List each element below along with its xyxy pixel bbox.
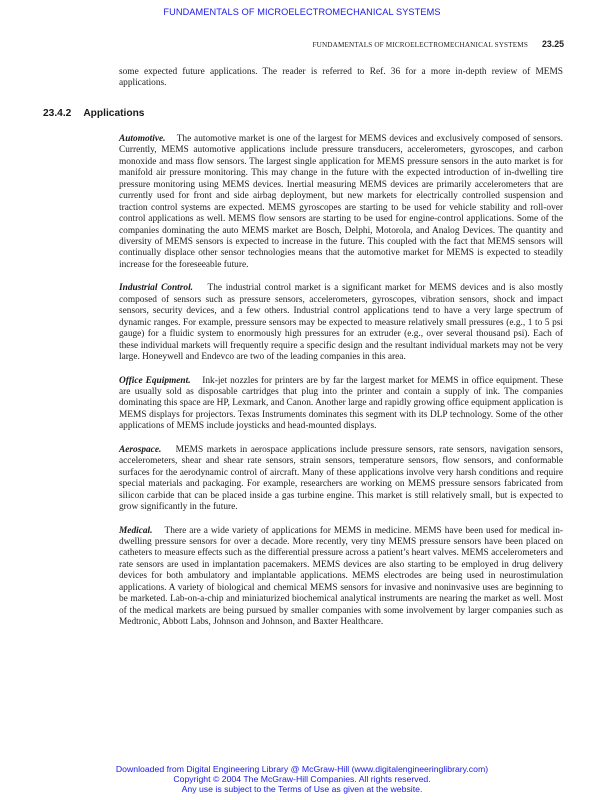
- footer-terms-of-use: Any use is subject to the Terms of Use as given at the website.: [181, 784, 423, 795]
- intro-paragraph: some expected future applications. The reader is referred to Ref. 36 for a more in-depth review of MEMS applications.: [119, 67, 563, 89]
- paragraph-label: Automotive.: [119, 133, 166, 144]
- paragraph-label: Medical.: [119, 525, 153, 536]
- top-banner: FUNDAMENTALS OF MICROELECTROMECHANICAL SYSTEMS: [163, 7, 441, 17]
- paragraph-aerospace: [119, 445, 563, 514]
- paragraph-automotive: [119, 134, 563, 271]
- paragraph-medical: [119, 526, 563, 629]
- paragraph-office-equipment: [119, 376, 563, 433]
- section-number: 23.4.2: [43, 107, 72, 119]
- section-heading: [43, 107, 563, 120]
- paragraph-label: Office Equipment.: [119, 375, 191, 386]
- page-number: 23.25: [541, 39, 564, 49]
- paragraph-label: Aerospace.: [119, 444, 162, 455]
- section-title: Applications: [83, 107, 145, 119]
- footer-copyright: Copyright © 2004 The McGraw-Hill Companies. All rights reserved.: [173, 774, 431, 785]
- paragraph-label: Industrial Control.: [119, 283, 194, 294]
- footer-notice: [0, 764, 604, 795]
- running-head-title: FUNDAMENTALS OF MICROELECTROMECHANICAL SYSTEMS: [312, 41, 528, 49]
- paragraph-text: MEMS markets in aerospace applications include pressure sensors, rate sensors, navigation sensors, accelerometers, shear and shear rate sensors, strain sensors, temperature sensors, flow sensors, and conformable surfaces for the aerodynamic control of aircraft. Many of these applications involve very harsh conditions and require special materials and packaging. For example, researchers are working on MEMS pressure sensors fabricated from silicon carbide that can be placed inside a gas turbine engine. This market is still relatively small, but is expected to grow significantly in the future.: [119, 444, 563, 513]
- page-body: [43, 67, 564, 641]
- footer-download-link[interactable]: Downloaded from Digital Engineering Library @ McGraw-Hill (www.digitalengineeringlibrary.com): [115, 764, 489, 774]
- paragraph-text: The automotive market is one of the largest for MEMS devices and exclusively composed of sensors. Currently, MEMS automotive applications include pressure transducers, accelerometers, gyroscopes, and carbon monoxide and mass flow sensors. The largest single application for MEMS pressure sensors in the auto market is for manifold air pressure monitoring. This may change in the future with the expected introduction of in-dwelling tire pressure monitoring using MEMS devices. Inertial measuring MEMS devices are primarily accelerometers that are currently used for front and side airbag deployment, but new markets for electrically controlled suspension and traction control systems are expected. MEMS gyroscopes are starting to be used for vehicle stability and roll-over control applications as well. MEMS flow sensors are starting to be used for engine-control applications. Some of the companies dominating the auto MEMS market are Bosch, Delphi, Motorola, and Analog Devices. The quantity and diversity of MEMS sensors is expected to increase in the future. This coupled with the fact that MEMS sensors will continually displace other sensor technologies means that the automotive market for MEMS is expected to steadily increase for the foreseeable future.: [119, 133, 564, 270]
- paragraph-text: The industrial control market is a significant market for MEMS devices and is also mostly composed of sensors such as pressure sensors, accelerometers, gyroscopes, vibration sensors, shock and impact sensors, security devices, and a few others. Industrial control applications tend to have a very large spectrum of dynamic ranges. For example, pressure sensors may be expected to measure relatively small pressures (e.g., 1 to 5 psi gauge) for a fluidic system to enormously high pressures for an extruder (e.g., over several thousand psi). Each of these individual markets will frequently require a specific design and the resultant individual markets may not be very large. Honeywell and Endevco are two of the leading companies in this area.: [119, 283, 564, 363]
- paragraph-industrial-control: [119, 283, 563, 363]
- paragraph-text: There are a wide variety of applications for MEMS in medicine. MEMS have been used for medical in-dwelling pressure sensors for over a decade. More recently, very tiny MEMS pressure sensors have been placed on catheters to measure effects such as the differential pressure across a patient’s heart valves. MEMS accelerometers and rate sensors are used in implantation pacemakers. MEMS devices are also starting to be employed in drug delivery devices for both ambulatory and implantable applications. MEMS electrodes are being used in neurostimulation applications. A variety of biological and chemical MEMS sensors for invasive and noninvasive uses are beginning to be marketed. Lab-on-a-chip and miniaturized biochemical analytical instruments are nearing the market as well. Most of the medical markets are being pursued by smaller companies with some involvement by larger companies such as Medtronic, Abbott Labs, Johnson and Johnson, and Baxter Healthcare.: [119, 525, 564, 628]
- running-head: [312, 39, 564, 49]
- paragraph-text: Ink-jet nozzles for printers are by far the largest market for MEMS in office equipment. These are usually sold as disposable cartridges that plug into the printer and contain a supply of ink. The companies dominating this space are HP, Lexmark, and Canon. Another large and rapidly growing office equipment application is MEMS displays for projectors. Texas Instruments dominates this segment with its DLP technology. Some of the other applications of MEMS include joysticks and head-mounted displays.: [119, 375, 563, 432]
